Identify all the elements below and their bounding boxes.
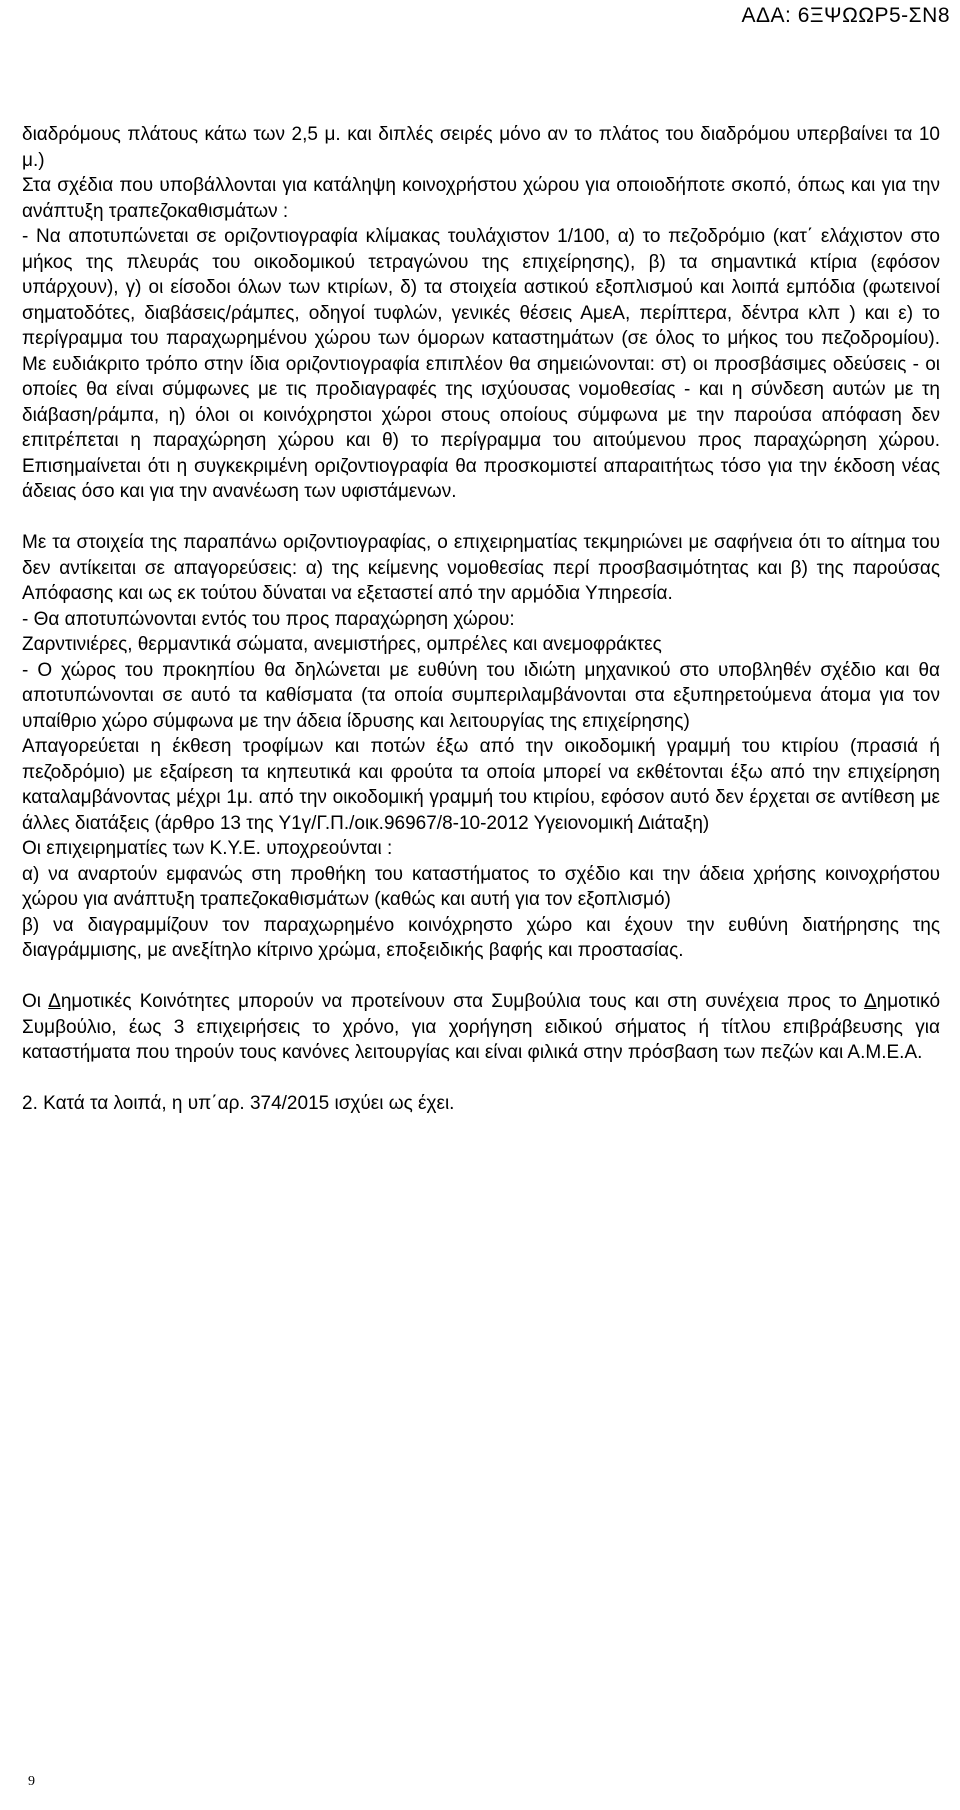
page-number: 9 [28,1774,35,1789]
paragraph-recorded-items-intro: - Θα αποτυπώνονται εντός του προς παραχώρηση χώρου: [22,608,515,630]
document-body [22,122,940,1117]
text-segment: ημοτικές Κοινότητες μπορούν να προτείνουν στα Συμβούλια τους και στη συνέχεια προς το [60,991,864,1012]
paragraph-plans-intro: Στα σχέδια που υποβάλλονται για κατάληψη κοινοχρήστου χώρου για οποιοδήποτε σκοπό, όπως και για την ανάπτυξη τραπεζοκαθισμάτων : [22,175,940,222]
underlined-letter: Δ [48,991,61,1012]
paragraph-entrepreneur-justification: Με τα στοιχεία της παραπάνω οριζοντιογραφίας, ο επιχειρηματίας τεκμηριώνει με σαφήνεια ότι το αίτημα του δεν αντίκειται σε απαγορεύσεις: α) της κείμενης νομοθεσίας περί προσβασιμότητας και β) της παρούσας Απόφασης και ως εκ τούτου δύναται να εξεταστεί από την αρμόδια Υπηρεσία. [22,532,940,604]
paragraph-food-display: Απαγορεύεται η έκθεση τροφίμων και ποτών έξω από την οικοδομική γραμμή του κτιρίου (πρασιά ή πεζοδρόμιο) με εξαίρεση τα κηπευτικά και φρούτα τα οποία μπορεί να εκθέτονται έξω από την επιχείρηση καταλαμβάνοντας μέχρι 1μ. από την οικοδομική γραμμή του κτιρίου, εφόσον αυτό δεν έρχεται σε αντίθεση με άλλες διατάξεις (άρθρο 13 της Υ1γ/Γ.Π./οικ.96967/8-10-2012 Υγειονομική Διάταξη) [22,736,940,834]
paragraph-corridors: διαδρόμους πλάτους κάτω των 2,5 μ. και διπλές σειρές μόνο αν το πλάτος του διαδρόμου υπερβαίνει τα 10 μ.) [22,124,940,171]
paragraph-floorplan-requirements: - Να αποτυπώνεται σε οριζοντιογραφία κλίμακας τουλάχιστον 1/100, α) το πεζοδρόμιο (κατ΄ ελάχιστον στο μήκος της πλευράς του οικοδομικού τετραγώνου της επιχείρησης), β) τα σημαντικά κτίρια (εφόσον υπάρχουν), γ) οι είσοδοι όλων των κτιρίων, δ) τα στοιχεία αστικού εξοπλισμού και λοιπά εμπόδια (φωτεινοί σηματοδότες, διαβάσεις/ράμπες, οδηγοί τυφλών, γενικές θέσεις ΑμεΑ, περίπτερα, δέντρα κλπ ) και ε) το περίγραμμα του παραχωρημένου χώρου των όμορων καταστημάτων (σε όλος το μήκος του πεζοδρομίου). Με ευδιάκριτο τρόπο στην ίδια οριζοντιογραφία επιπλέον θα σημειώνονται: στ) οι προσβάσιμες οδεύσεις - οι οποίες θα είναι σύμφωνες με τις προδιαγραφές της ισχύουσας νομοθεσίας - και η σύνδεση αυτών με τη διάβαση/ράμπα, η) όλοι οι κοινόχρηστοι χώροι στους οποίους σύμφωνα με την παρούσα απόφαση δεν επιτρέπεται η παραχώρηση χώρου και θ) το περίγραμμα του αιτούμενου προς παραχώρηση χώρου. Επισημαίνεται ότι η συγκεκριμένη οριζοντιογραφία θα προσκομιστεί απαραιτήτως τόσο για την έκδοση νέας άδειας όσο και για την ανανέωση των υφιστάμενων. [22,226,940,502]
paragraph-recorded-items: Ζαρντινιέρες, θερμαντικά σώματα, ανεμιστήρες, ομπρέλες και ανεμοφράκτες [22,634,662,655]
paragraph-obligation-b: β) να διαγραμμίζουν τον παραχωρημένο κοινόχρηστο χώρο και έχουν την ευθύνη διατήρησης της διαγράμμισης, με ανεξίτηλο κίτρινο χρώμα, εποξειδικής βαφής και προστασίας. [22,914,940,961]
ada-code: ΑΔΑ: 6ΞΨΩΩΡ5-ΣΝ8 [741,4,950,27]
paragraph-obligations-intro: Οι επιχειρηματίες των Κ.Υ.Ε. υποχρεούνται : [22,838,393,859]
text-segment: ημοτικό Συμβούλιο, έως 3 επιχειρήσεις το χρόνο, για χορήγηση ειδικού σήματος ή τίτλου επιβράβευσης για καταστήματα που τηρούν τους κανόνες λειτουργίας και είναι φιλικά στην πρόσβαση των πεζών και Α.Μ.Ε.Α. [22,991,941,1063]
text-segment: Οι [22,991,49,1012]
paragraph-municipal-communities [22,989,940,1066]
paragraph-remaining-provisions: 2. Κατά τα λοιπά, η υπ΄αρ. 374/2015 ισχύει ως έχει. [22,1093,455,1114]
paragraph-obligation-a: α) να αναρτούν εμφανώς στη προθήκη του καταστήματος το σχέδιο και την άδεια χρήσης κοινοχρήστου χώρου για ανάπτυξη τραπεζοκαθισμάτων (καθώς και αυτή για τον εξοπλισμό) [22,863,940,910]
paragraph-garden-space: - Ο χώρος του προκηπίου θα δηλώνεται με ευθύνη του ιδιώτη μηχανικού στο υποβληθέν σχέδιο και θα αποτυπώνονται σε αυτό τα καθίσματα (τα οποία συμπεριλαμβάνονται στα εξυπηρετούμενα άτομα για τον υπαίθριο χώρο σύμφωνα με την άδεια ίδρυσης και λειτουργίας της επιχείρησης) [22,659,940,732]
underlined-letter: Δ [863,991,877,1012]
